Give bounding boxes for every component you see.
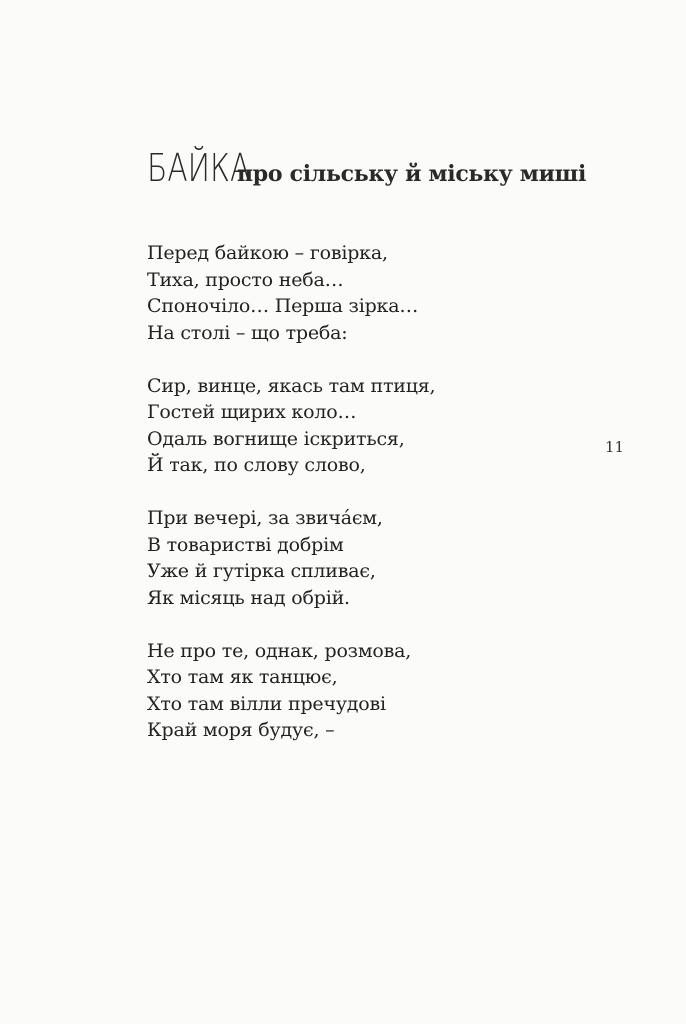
poem-line: Споночіло… Перша зірка… bbox=[147, 295, 419, 317]
poem-line: Хто там як танцює, bbox=[147, 666, 338, 688]
poem-title-subtitle: про сільську й міську миші bbox=[237, 161, 587, 187]
poem-line: Одаль вогнище іскриться, bbox=[147, 427, 405, 450]
page-number: 11 bbox=[605, 438, 625, 456]
poem-body bbox=[147, 240, 435, 770]
stanza-3 bbox=[147, 505, 435, 611]
poem-line: Гостей щирих коло… bbox=[147, 401, 357, 423]
poem-line: Край моря будує, – bbox=[147, 719, 335, 741]
stanza-4 bbox=[147, 638, 435, 744]
poem-title bbox=[147, 146, 586, 190]
poem-line: Не про те, однак, розмова, bbox=[147, 639, 412, 662]
poem-line: Як місяць над обрій. bbox=[147, 586, 350, 609]
poem-line: Й так, по слову слово, bbox=[147, 454, 366, 476]
stanza-2 bbox=[147, 373, 435, 479]
poem-line: Перед байкою – говірка, bbox=[147, 242, 388, 264]
poem-title-main: БАЙКА bbox=[147, 146, 251, 190]
poem-line: При вечері, за звича́єм, bbox=[147, 507, 383, 529]
poem-line: Сир, винце, якась там птиця, bbox=[147, 374, 436, 397]
poem-line: Хто там вілли пречудові bbox=[147, 692, 386, 715]
poem-line: В товаристві добрім bbox=[147, 533, 344, 556]
stanza-1 bbox=[147, 240, 435, 346]
poem-line: Тиха, просто неба… bbox=[147, 268, 344, 291]
poem-line: Уже й гутірка спливає, bbox=[147, 560, 376, 582]
poem-line: На столі – що треба: bbox=[147, 321, 348, 344]
